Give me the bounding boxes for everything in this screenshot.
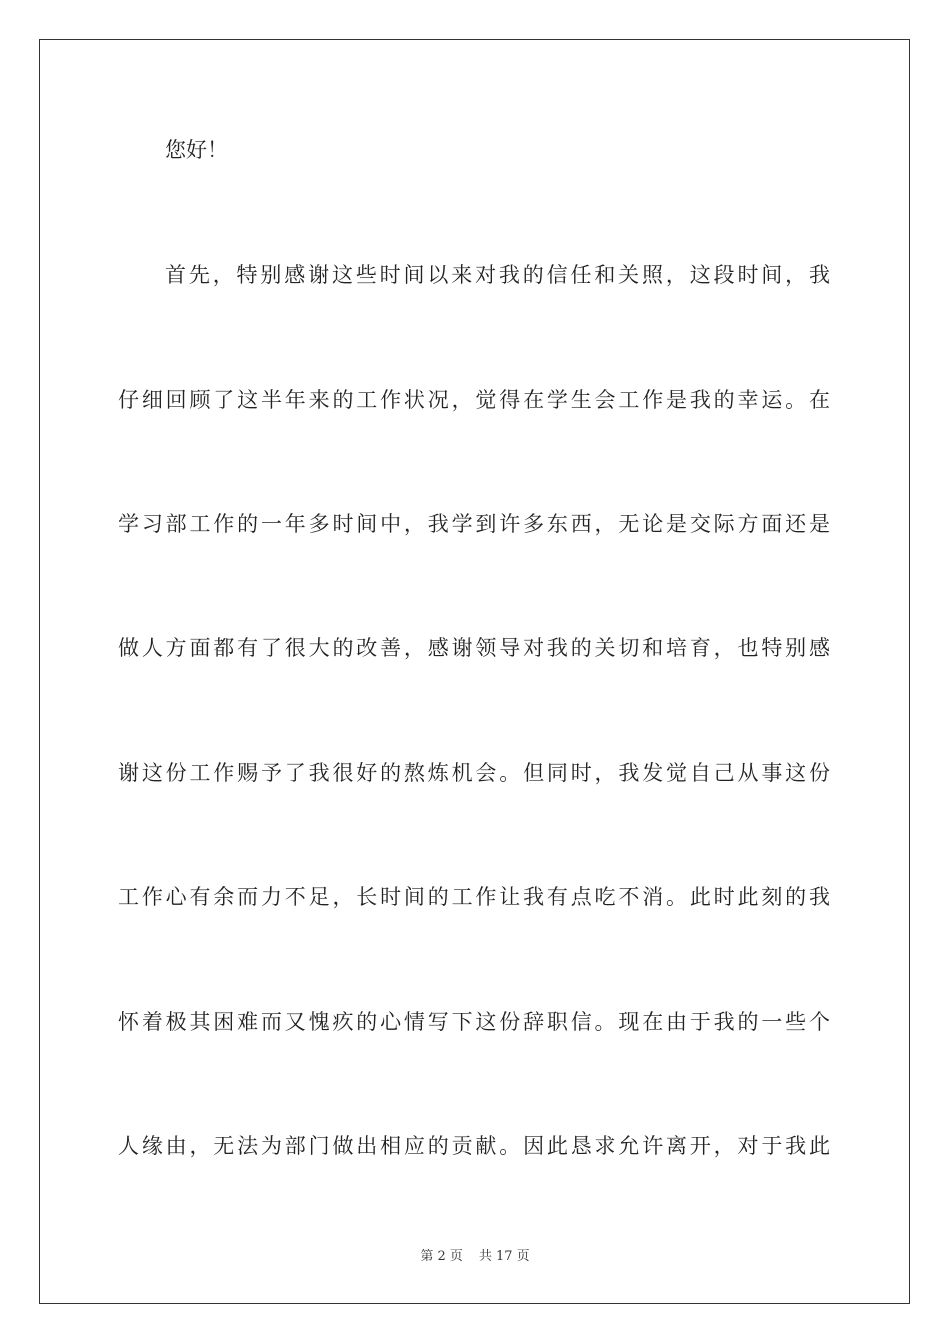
page-number: 第 2 页 [420,1249,463,1264]
body-line-8: 人缘由，无法为部门做出相应的贡献。因此恳求允许离开，对于我此 [118,1134,830,1158]
body-line-1: 首先，特别感谢这些时间以来对我的信任和关照，这段时间，我 [165,263,830,287]
page-total: 共 17 页 [478,1249,530,1264]
body-line-5: 谢这份工作赐予了我很好的熬炼机会。但同时，我发觉自己从事这份 [118,761,830,785]
page-footer [0,1248,950,1266]
body-line-2: 仔细回顾了这半年来的工作状况，觉得在学生会工作是我的幸运。在 [118,388,830,412]
body-line-7: 怀着极其困难而又愧疚的心情写下这份辞职信。现在由于我的一些个 [118,1010,830,1034]
page-border [39,39,910,1304]
body-line-4: 做人方面都有了很大的改善，感谢领导对我的关切和培育，也特别感 [118,636,830,660]
greeting-line: 您好！ [165,138,228,162]
body-line-3: 学习部工作的一年多时间中，我学到许多东西，无论是交际方面还是 [118,512,830,536]
body-line-6: 工作心有余而力不足，长时间的工作让我有点吃不消。此时此刻的我 [118,885,830,909]
